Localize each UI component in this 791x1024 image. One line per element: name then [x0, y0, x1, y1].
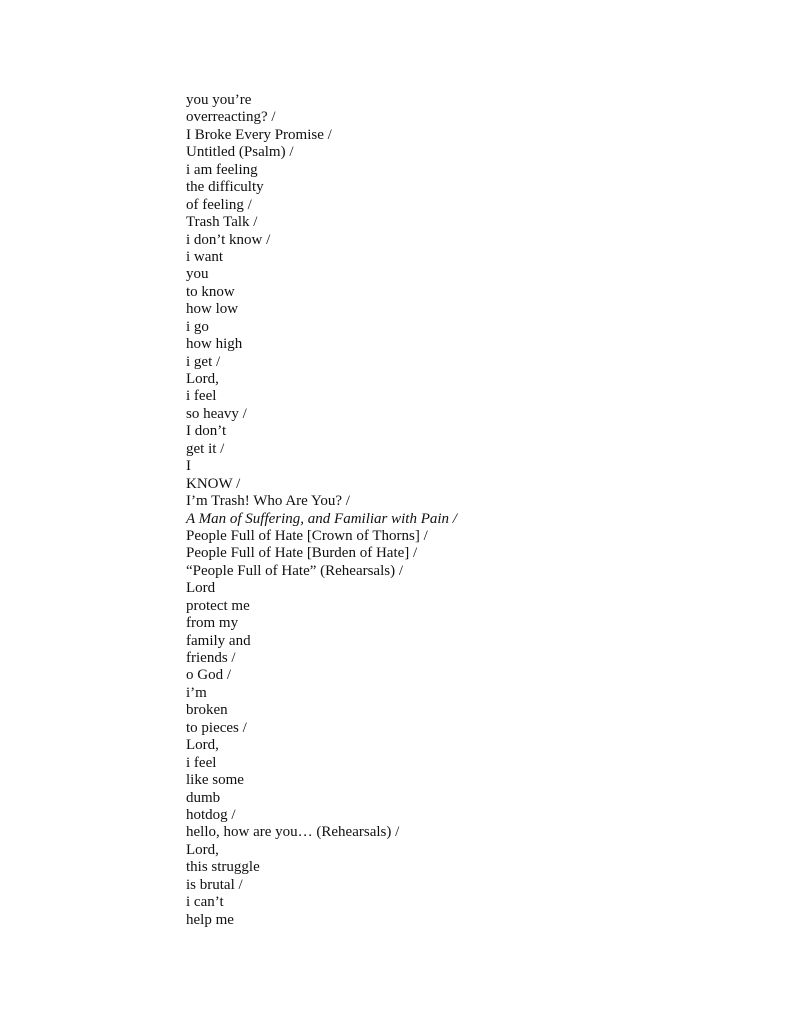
- poem-line: People Full of Hate [Burden of Hate] /: [186, 545, 418, 562]
- poem-line: protect me: [186, 597, 250, 614]
- poem-line: KNOW /: [186, 475, 241, 492]
- poem-line: of feeling /: [186, 196, 252, 213]
- poem-line: i don’t know /: [186, 231, 271, 248]
- poem-line: i feel: [186, 754, 217, 771]
- poem-line: i feel: [186, 388, 217, 405]
- poem-line: I: [186, 458, 191, 475]
- poem-line: dumb: [186, 789, 221, 806]
- poem-line: help me: [186, 911, 234, 928]
- poem-line: Lord,: [186, 841, 219, 858]
- poem-text-block: [186, 92, 457, 929]
- poem-line: you you’re: [186, 92, 252, 108]
- poem-line: “People Full of Hate” (Rehearsals) /: [186, 562, 404, 579]
- poem-line: like some: [186, 772, 244, 789]
- poem-line: is brutal /: [186, 876, 243, 893]
- poem-line: you: [186, 266, 209, 283]
- poem-line: to know: [186, 283, 235, 300]
- poem-line: broken: [186, 702, 228, 719]
- poem-line: friends /: [186, 650, 236, 666]
- poem-line: i go: [186, 318, 209, 335]
- poem-line: Untitled (Psalm) /: [186, 144, 294, 161]
- poem-line: overreacting? /: [186, 109, 276, 126]
- poem-line: Lord,: [186, 371, 219, 387]
- poem-line: this struggle: [186, 859, 260, 876]
- poem-line: i can’t: [186, 894, 224, 911]
- poem-line: Lord,: [186, 737, 219, 754]
- poem-line: i am feeling: [186, 161, 258, 178]
- poem-line: Lord: [186, 580, 216, 597]
- poem-line: so heavy /: [186, 405, 247, 422]
- poem-line: i’m: [186, 684, 207, 701]
- poem-line: I’m Trash! Who Are You? /: [186, 493, 350, 510]
- poem-line: hello, how are you… (Rehearsals) /: [186, 824, 400, 841]
- poem-line: how high: [186, 336, 243, 353]
- poem-line: I don’t: [186, 423, 227, 440]
- poem-line: the difficulty: [186, 179, 264, 196]
- poem-line: how low: [186, 301, 239, 318]
- poem-line: hotdog /: [186, 806, 236, 823]
- poem-line: family and: [186, 632, 251, 649]
- poem-line: i want: [186, 248, 224, 265]
- poem-line: i get /: [186, 353, 221, 370]
- poem-line: o God /: [186, 667, 231, 684]
- poem-line: from my: [186, 615, 239, 632]
- poem-line: to pieces /: [186, 719, 247, 736]
- poem-line: get it /: [186, 440, 225, 457]
- poem-line: A Man of Suffering, and Familiar with Pain /: [186, 510, 457, 527]
- poem-line: Trash Talk /: [186, 214, 258, 231]
- poem-line: People Full of Hate [Crown of Thorns] /: [186, 527, 428, 544]
- poem-line: I Broke Every Promise /: [186, 126, 332, 143]
